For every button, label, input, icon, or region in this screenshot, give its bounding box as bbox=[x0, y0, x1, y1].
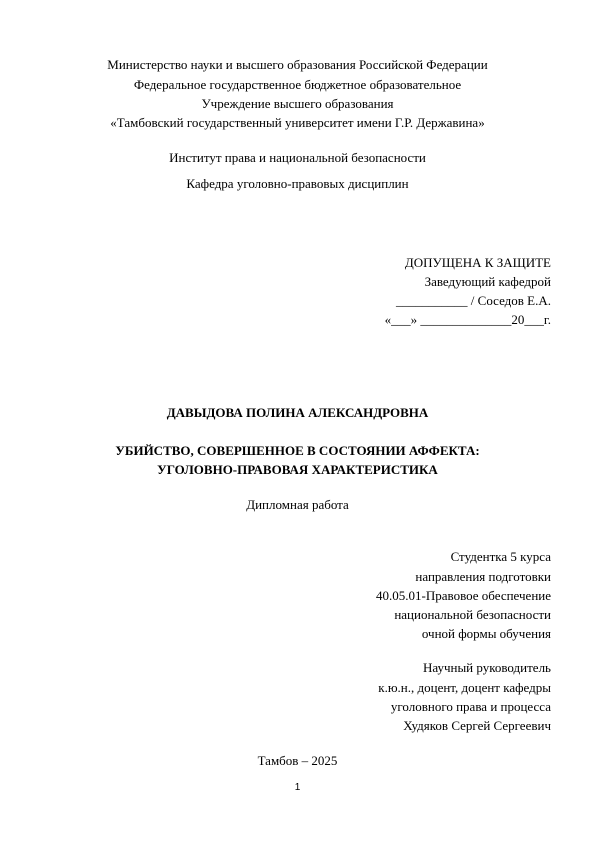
student-course: Студентка 5 курса bbox=[450, 549, 551, 564]
ministry-line: Министерство науки и высшего образования Российской Федерации bbox=[107, 57, 488, 72]
approval-date: «___» ______________20___г. bbox=[384, 312, 551, 327]
student-study-form: очной формы обучения bbox=[421, 626, 551, 641]
supervisor-degree: к.ю.н., доцент, доцент кафедры bbox=[378, 680, 551, 695]
thesis-title-line2: УГОЛОВНО-ПРАВОВАЯ ХАРАКТЕРИСТИКА bbox=[157, 462, 438, 477]
supervisor-label: Научный руководитель bbox=[422, 660, 551, 675]
approval-title: ДОПУЩЕНА К ЗАЩИТЕ bbox=[404, 255, 551, 270]
author-name: ДАВЫДОВА ПОЛИНА АЛЕКСАНДРОВНА bbox=[166, 405, 429, 420]
student-specialty-name: национальной безопасности bbox=[394, 607, 551, 622]
institution-level-line: Учреждение высшего образования bbox=[201, 96, 394, 111]
city-year: Тамбов – 2025 bbox=[257, 753, 338, 768]
student-specialty-code: 40.05.01-Правовое обеспечение bbox=[376, 588, 551, 603]
institution-type-line: Федеральное государственное бюджетное образовательное bbox=[133, 77, 462, 92]
institute-name: Институт права и национальной безопасности bbox=[169, 150, 426, 165]
student-direction-label: направления подготовки bbox=[415, 569, 551, 584]
supervisor-department: уголовного права и процесса bbox=[390, 699, 551, 714]
supervisor-name: Худяков Сергей Сергеевич bbox=[403, 718, 551, 733]
department-name: Кафедра уголовно-правовых дисциплин bbox=[186, 176, 409, 191]
approval-signature: ___________ / Соседов Е.А. bbox=[396, 293, 551, 308]
university-name: «Тамбовский государственный университет имени Г.Р. Державина» bbox=[110, 115, 485, 130]
approval-position: Заведующий кафедрой bbox=[424, 274, 551, 289]
work-type: Дипломная работа bbox=[246, 497, 349, 512]
page-number: 1 bbox=[294, 782, 301, 793]
thesis-title-line1: УБИЙСТВО, СОВЕРШЕННОЕ В СОСТОЯНИИ АФФЕКТА: bbox=[115, 443, 480, 458]
